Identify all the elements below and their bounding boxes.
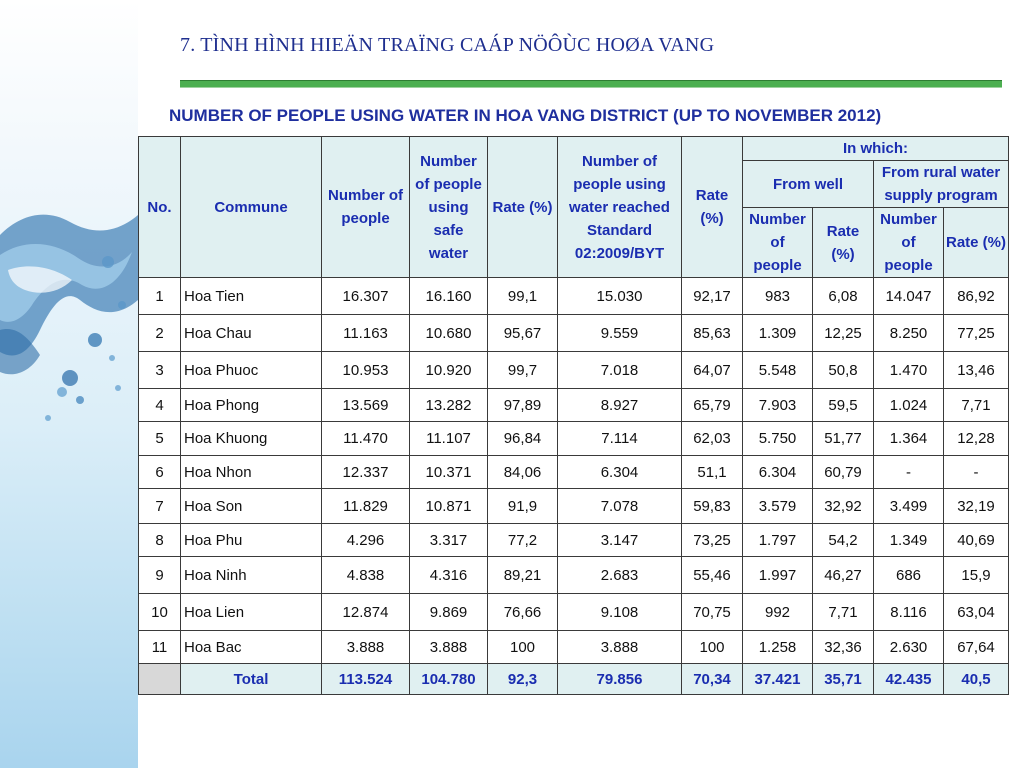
table-row [139, 524, 1009, 557]
total-cell: 40,5 [944, 664, 1009, 695]
row-number: 11 [139, 631, 181, 664]
table-cell: 10.371 [410, 456, 488, 489]
table-cell: 12,25 [813, 315, 874, 352]
header-reached-standard: Number of people using water reached Standard 02:2009/BYT [558, 137, 682, 278]
table-cell: 11.107 [410, 422, 488, 456]
table-cell: 99,7 [488, 352, 558, 389]
table-cell: 10.953 [322, 352, 410, 389]
table-cell: 77,25 [944, 315, 1009, 352]
table-cell: 1.470 [874, 352, 944, 389]
table-cell: 32,92 [813, 489, 874, 524]
total-cell: 70,34 [682, 664, 743, 695]
commune-name: Hoa Nhon [181, 456, 322, 489]
table-cell: 54,2 [813, 524, 874, 557]
table-cell: 51,77 [813, 422, 874, 456]
header-safe-water: Number of people using safe water [410, 137, 488, 278]
total-row [139, 664, 1009, 695]
table-row [139, 456, 1009, 489]
total-cell: 104.780 [410, 664, 488, 695]
total-blank-cell [139, 664, 181, 695]
header-rate: Rate (%) [488, 137, 558, 278]
table-cell: 992 [743, 594, 813, 631]
commune-name: Hoa Phuoc [181, 352, 322, 389]
total-cell: 79.856 [558, 664, 682, 695]
table-row [139, 278, 1009, 315]
table-row [139, 489, 1009, 524]
table-cell: 55,46 [682, 557, 743, 594]
table-cell: 7.018 [558, 352, 682, 389]
table-cell: 1.797 [743, 524, 813, 557]
row-number: 7 [139, 489, 181, 524]
table-cell: 67,64 [944, 631, 1009, 664]
water-splash-icon [0, 0, 138, 768]
table-cell: 3.499 [874, 489, 944, 524]
table-cell: 32,36 [813, 631, 874, 664]
table-cell: 12.874 [322, 594, 410, 631]
table-cell: 40,69 [944, 524, 1009, 557]
table-row [139, 631, 1009, 664]
table-cell: 3.579 [743, 489, 813, 524]
table-cell: - [874, 456, 944, 489]
table-cell: 96,84 [488, 422, 558, 456]
table-row [139, 557, 1009, 594]
table-cell: 3.888 [558, 631, 682, 664]
commune-name: Hoa Chau [181, 315, 322, 352]
table-cell: 32,19 [944, 489, 1009, 524]
table-cell: 13.569 [322, 389, 410, 422]
table-cell: 15,9 [944, 557, 1009, 594]
table-cell: 7,71 [944, 389, 1009, 422]
table-cell: 3.888 [410, 631, 488, 664]
title-divider [180, 80, 1002, 88]
table-cell: 4.838 [322, 557, 410, 594]
table-cell: 46,27 [813, 557, 874, 594]
slide-title: 7. TÌNH HÌNH HIEÄN TRAÏNG CAÁP NÖÔÙC HOØA VANG [180, 34, 715, 56]
header-commune: Commune [181, 137, 322, 278]
table-cell: 7.903 [743, 389, 813, 422]
commune-name: Hoa Bac [181, 631, 322, 664]
row-number: 5 [139, 422, 181, 456]
table-cell: 2.683 [558, 557, 682, 594]
row-number: 1 [139, 278, 181, 315]
row-number: 3 [139, 352, 181, 389]
total-cell: 92,3 [488, 664, 558, 695]
table-cell: 77,2 [488, 524, 558, 557]
table-cell: 64,07 [682, 352, 743, 389]
table-cell: 4.316 [410, 557, 488, 594]
table-cell: 7,71 [813, 594, 874, 631]
table-cell: 16.160 [410, 278, 488, 315]
table-cell: 2.630 [874, 631, 944, 664]
header-rural-number: Number of people [874, 208, 944, 278]
commune-name: Hoa Lien [181, 594, 322, 631]
table-cell: 59,83 [682, 489, 743, 524]
table-cell: 13,46 [944, 352, 1009, 389]
table-cell: 14.047 [874, 278, 944, 315]
commune-name: Hoa Tien [181, 278, 322, 315]
table-cell: 11.470 [322, 422, 410, 456]
table-cell: 15.030 [558, 278, 682, 315]
header-number-of-people: Number of people [322, 137, 410, 278]
table-cell: 1.349 [874, 524, 944, 557]
table-cell: 983 [743, 278, 813, 315]
table-cell: 3.147 [558, 524, 682, 557]
table-row [139, 389, 1009, 422]
table-cell: 65,79 [682, 389, 743, 422]
table-cell: 10.680 [410, 315, 488, 352]
table-cell: 8.116 [874, 594, 944, 631]
table-cell: 3.317 [410, 524, 488, 557]
table-cell: 6.304 [558, 456, 682, 489]
table-cell: 8.927 [558, 389, 682, 422]
table-cell: 9.108 [558, 594, 682, 631]
header-in-which: In which: [743, 137, 1009, 161]
table-cell: 89,21 [488, 557, 558, 594]
header-well-number: Number of people [743, 208, 813, 278]
row-number: 10 [139, 594, 181, 631]
commune-name: Hoa Son [181, 489, 322, 524]
commune-name: Hoa Phu [181, 524, 322, 557]
table-cell: 3.888 [322, 631, 410, 664]
total-label: Total [181, 664, 322, 695]
table-cell: 100 [488, 631, 558, 664]
total-cell: 35,71 [813, 664, 874, 695]
commune-name: Hoa Khuong [181, 422, 322, 456]
table-cell: 10.920 [410, 352, 488, 389]
commune-name: Hoa Ninh [181, 557, 322, 594]
table-cell: 5.750 [743, 422, 813, 456]
table-row [139, 594, 1009, 631]
table-cell: 62,03 [682, 422, 743, 456]
table-cell: 1.364 [874, 422, 944, 456]
table-cell: 10.871 [410, 489, 488, 524]
table-cell: 73,25 [682, 524, 743, 557]
table-cell: 11.829 [322, 489, 410, 524]
header-rate-standard: Rate (%) [682, 137, 743, 278]
table-cell: 59,5 [813, 389, 874, 422]
water-usage-table [138, 136, 1009, 695]
table-cell: 95,67 [488, 315, 558, 352]
table-cell: 11.163 [322, 315, 410, 352]
table-cell: 6.304 [743, 456, 813, 489]
table-cell: 12,28 [944, 422, 1009, 456]
table-cell: 9.559 [558, 315, 682, 352]
table-cell: 63,04 [944, 594, 1009, 631]
table-row [139, 315, 1009, 352]
row-number: 4 [139, 389, 181, 422]
header-no: No. [139, 137, 181, 278]
row-number: 8 [139, 524, 181, 557]
table-cell: 97,89 [488, 389, 558, 422]
row-number: 6 [139, 456, 181, 489]
table-cell: 12.337 [322, 456, 410, 489]
table-cell: 1.258 [743, 631, 813, 664]
commune-name: Hoa Phong [181, 389, 322, 422]
water-splash-decoration [0, 0, 138, 768]
table-cell: 1.024 [874, 389, 944, 422]
table-cell: 99,1 [488, 278, 558, 315]
table-cell: 85,63 [682, 315, 743, 352]
table-cell: 5.548 [743, 352, 813, 389]
table-cell: 8.250 [874, 315, 944, 352]
table-cell: - [944, 456, 1009, 489]
table-cell: 6,08 [813, 278, 874, 315]
table-cell: 7.114 [558, 422, 682, 456]
table-cell: 70,75 [682, 594, 743, 631]
table-cell: 91,9 [488, 489, 558, 524]
table-cell: 51,1 [682, 456, 743, 489]
table-cell: 1.997 [743, 557, 813, 594]
table-cell: 9.869 [410, 594, 488, 631]
table-cell: 7.078 [558, 489, 682, 524]
total-cell: 42.435 [874, 664, 944, 695]
header-from-rural: From rural water supply program [874, 161, 1009, 208]
table-cell: 92,17 [682, 278, 743, 315]
table-cell: 686 [874, 557, 944, 594]
table-cell: 100 [682, 631, 743, 664]
table-cell: 1.309 [743, 315, 813, 352]
row-number: 9 [139, 557, 181, 594]
table-cell: 86,92 [944, 278, 1009, 315]
table-cell: 76,66 [488, 594, 558, 631]
table-caption: NUMBER OF PEOPLE USING WATER IN HOA VANG DISTRICT (UP TO NOVEMBER 2012) [169, 106, 882, 125]
header-from-well: From well [743, 161, 874, 208]
table-cell: 13.282 [410, 389, 488, 422]
table-cell: 16.307 [322, 278, 410, 315]
row-number: 2 [139, 315, 181, 352]
table-cell: 60,79 [813, 456, 874, 489]
table-cell: 4.296 [322, 524, 410, 557]
table-row [139, 422, 1009, 456]
table-row [139, 352, 1009, 389]
total-cell: 37.421 [743, 664, 813, 695]
total-cell: 113.524 [322, 664, 410, 695]
table-cell: 84,06 [488, 456, 558, 489]
table-cell: 50,8 [813, 352, 874, 389]
header-rural-rate: Rate (%) [944, 208, 1009, 278]
header-well-rate: Rate (%) [813, 208, 874, 278]
